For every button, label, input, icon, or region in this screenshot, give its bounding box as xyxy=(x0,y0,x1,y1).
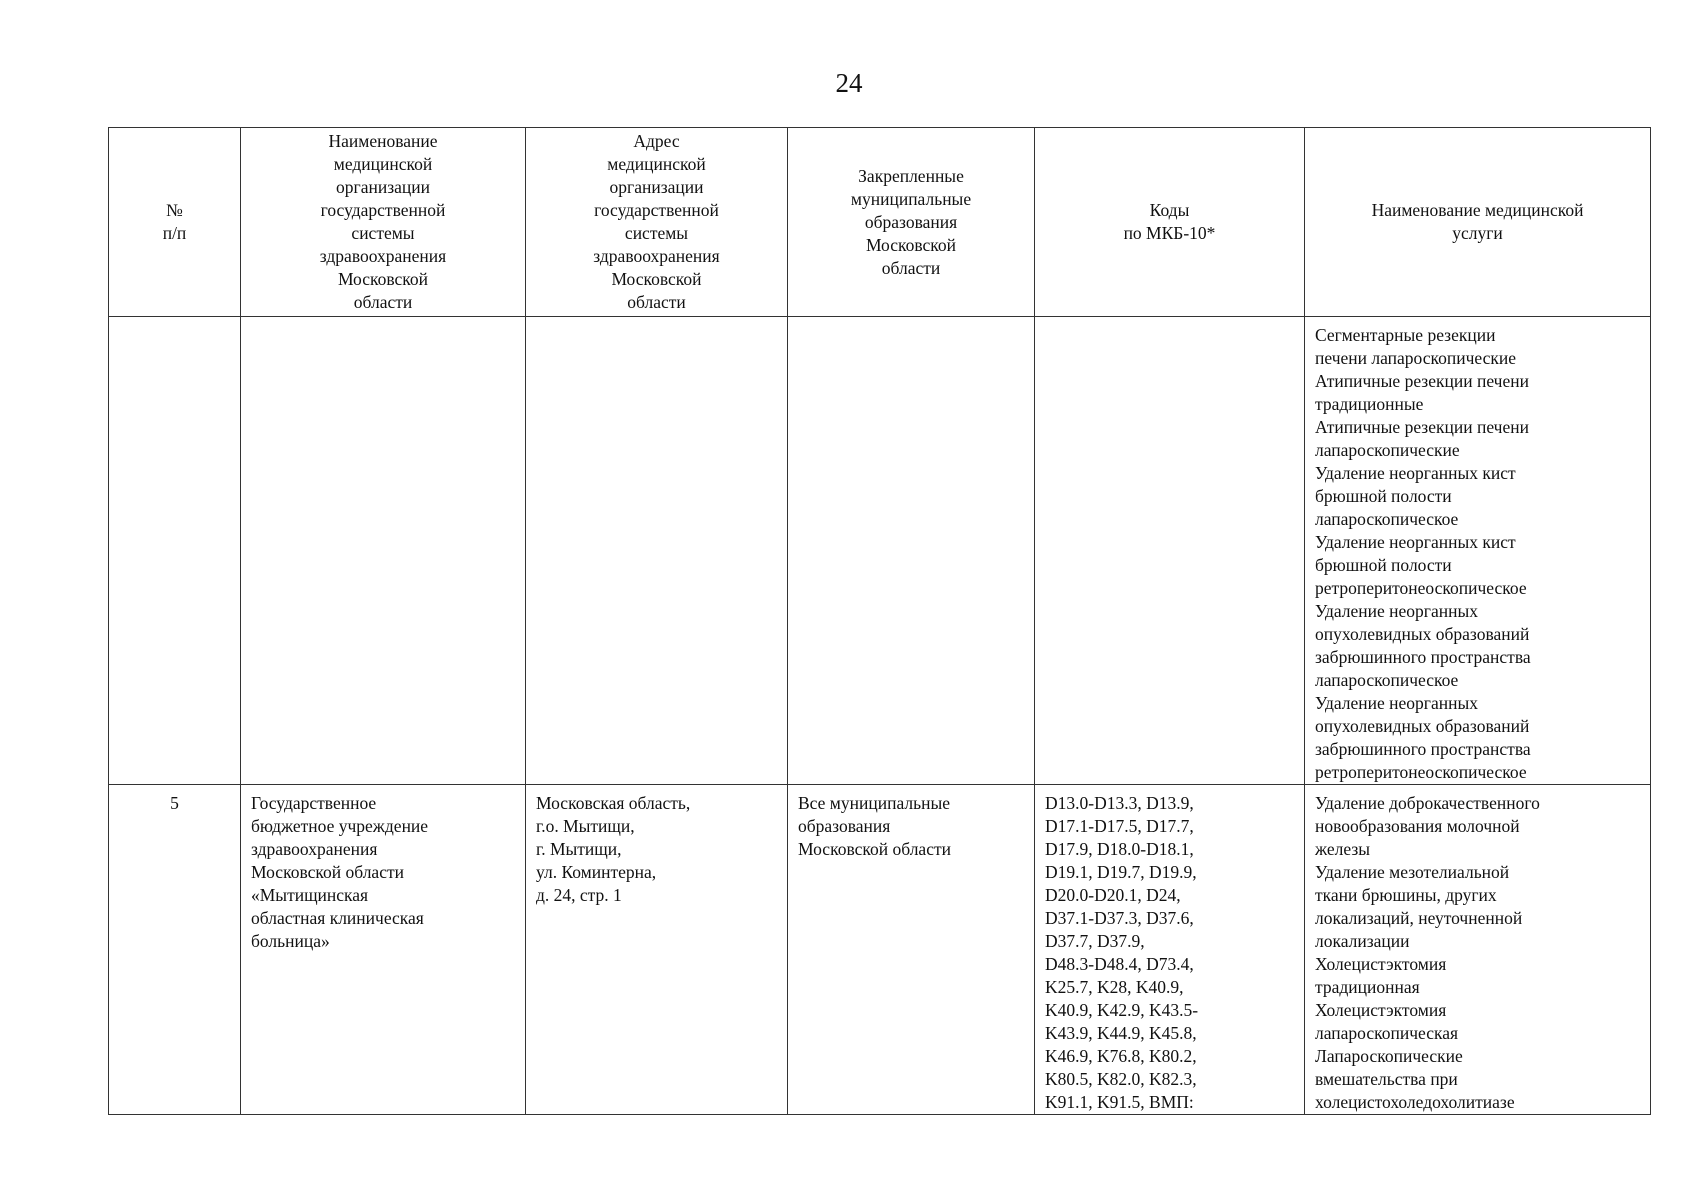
header-number: № п/п xyxy=(109,128,241,317)
cell-services: Удаление доброкачественного новообразования молочной железы Удаление мезотелиальной ткани брюшины, других локализаций, неуточненной локализации Холецистэктомия традиционная Холецистэктомия лапароскопическая Лапароскопические вмешательства при холецистохоледохолитиазе xyxy=(1305,785,1651,1115)
cell-number: 5 xyxy=(109,785,241,1115)
cell-municipalities: Все муниципальные образования Московской области xyxy=(788,785,1035,1115)
cell-codes xyxy=(1035,317,1305,785)
cell-organization xyxy=(241,317,526,785)
page-number: 24 xyxy=(835,68,863,98)
header-icd10-codes: Коды по МКБ-10* xyxy=(1035,128,1305,317)
cell-organization: Государственное бюджетное учреждение здравоохранения Московской области «Мытищинская областная клиническая больница» xyxy=(241,785,526,1115)
header-service-name: Наименование медицинской услуги xyxy=(1305,128,1651,317)
header-municipalities: Закрепленные муниципальные образования Московской области xyxy=(788,128,1035,317)
table-header-row xyxy=(109,128,1651,317)
cell-address: Московская область, г.о. Мытищи, г. Мытищи, ул. Коминтерна, д. 24, стр. 1 xyxy=(526,785,788,1115)
header-organization-name: Наименование медицинской организации государственной системы здравоохранения Московской области xyxy=(241,128,526,317)
table-row xyxy=(109,317,1651,785)
cell-codes: D13.0-D13.3, D13.9, D17.1-D17.5, D17.7, D17.9, D18.0-D18.1, D19.1, D19.7, D19.9, D20.0-D20.1, D24, D37.1-D37.3, D37.6, D37.7, D37.9, D48.3-D48.4, D73.4, K25.7, K28, K40.9, K40.9, K42.9, K43.5- K43.9, K44.9, K45.8, K46.9, K76.8, K80.2, K80.5, K82.0, K82.3, K91.1, K91.5, ВМП: xyxy=(1035,785,1305,1115)
cell-municipalities xyxy=(788,317,1035,785)
table-row xyxy=(109,785,1651,1115)
header-organization-address: Адрес медицинской организации государственной системы здравоохранения Московской области xyxy=(526,128,788,317)
cell-services: Сегментарные резекции печени лапароскопические Атипичные резекции печени традиционные Атипичные резекции печени лапароскопические Удаление неорганных кист брюшной полости лапароскопическое Удаление неорганных кист брюшной полости ретроперитонеоскопическое Удаление неорганных опухолевидных образований забрюшинного пространства лапароскопическое Удаление неорганных опухолевидных образований забрюшинного пространства ретроперитонеоскопическое xyxy=(1305,317,1651,785)
medical-services-table xyxy=(108,127,1651,1115)
cell-address xyxy=(526,317,788,785)
cell-number xyxy=(109,317,241,785)
